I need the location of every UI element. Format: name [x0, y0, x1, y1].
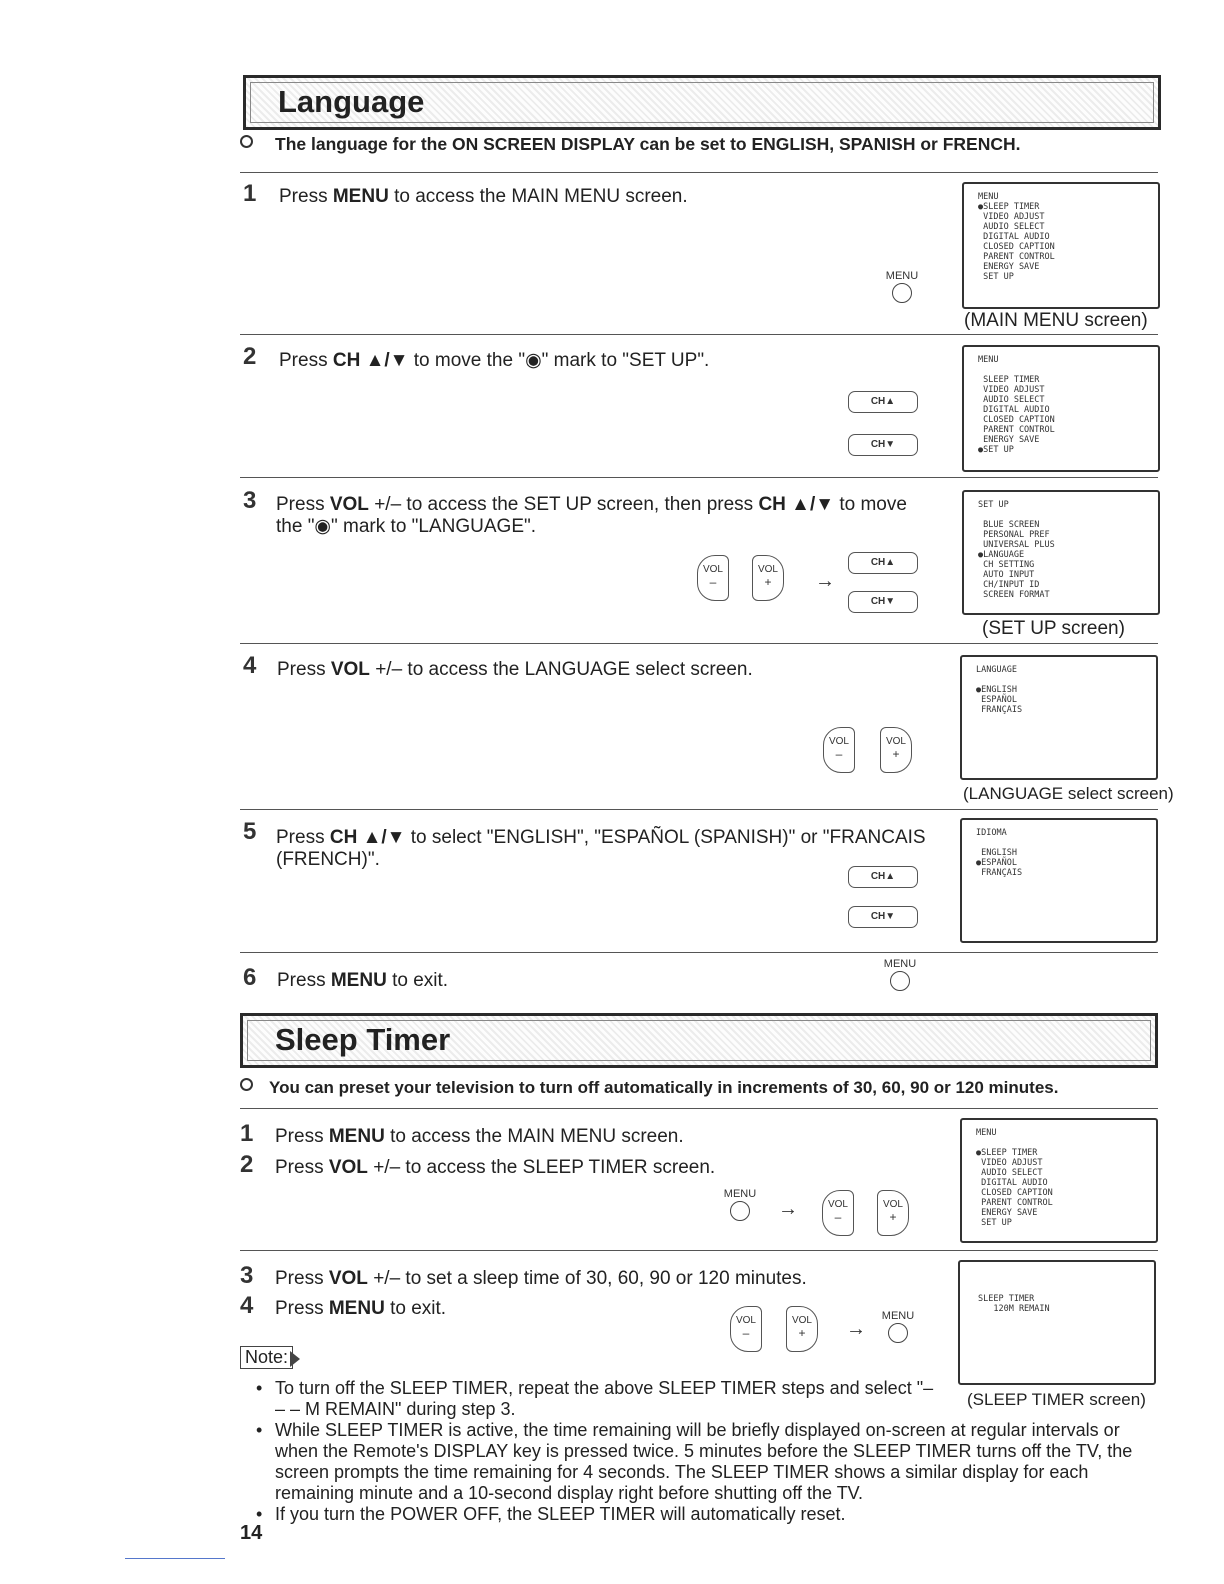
main-menu-screen [962, 182, 1160, 309]
bullet-circle-icon [240, 1078, 253, 1091]
plus-label: + [892, 747, 900, 761]
note-item: • To turn off the SLEEP TIMER, repeat the above SLEEP TIMER steps and select "– – – M REMAIN" during step 3. [256, 1378, 1160, 1420]
step-post: to exit. [386, 970, 449, 991]
step-number: 5 [243, 818, 257, 845]
ch-down-button: CH▼ [848, 434, 918, 456]
sleep-main-menu-screen [960, 1118, 1158, 1243]
screen-text: MENU ●SLEEP TIMER VIDEO ADJUST AUDIO SELECT DIGITAL AUDIO CLOSED CAPTION PARENT CONTROL ENERGY SAVE SET UP [978, 192, 1055, 282]
language-title: Language [278, 84, 425, 119]
arrow-right-icon: → [778, 1198, 798, 1220]
step-mid: +/– to access the SET UP screen, then press [368, 494, 759, 515]
divider [240, 1108, 1158, 1109]
ch-up-button: CH▲ [848, 391, 918, 413]
step-key: CH ▲/▼ [329, 827, 406, 848]
step-pre: Press [279, 350, 333, 371]
main-menu-setup-screen [962, 345, 1160, 472]
page-bottom-link-underline [125, 1558, 225, 1559]
sleep-intro [240, 1078, 1058, 1098]
step-post: to move the "◉" mark to "LANGUAGE". [276, 494, 907, 537]
step-text [277, 970, 677, 992]
step-pre: Press [276, 494, 330, 515]
screen-caption: (MAIN MENU screen) [964, 310, 1148, 331]
step-number: 3 [243, 487, 257, 514]
screen-text: SLEEP TIMER 120M REMAIN [978, 1294, 1050, 1314]
ch-down-button: CH▼ [848, 591, 918, 613]
step-number: 1 [243, 180, 257, 207]
step-text [275, 1268, 935, 1290]
step-number: 4 [240, 1292, 254, 1319]
step-number: 1 [240, 1120, 254, 1147]
step-key: CH ▲/▼ [758, 494, 835, 515]
menu-label: MENU [885, 270, 919, 282]
step-key: VOL [328, 1268, 368, 1289]
step-post: to move the "◉" mark to "SET UP". [408, 350, 710, 371]
step-text [276, 827, 936, 871]
step-post: +/– to access the LANGUAGE select screen. [369, 659, 753, 680]
minus-label: – [742, 1326, 750, 1340]
step-text [275, 1157, 935, 1179]
screen-caption: (SET UP screen) [982, 618, 1125, 639]
step-post: to access the MAIN MENU screen. [388, 186, 688, 207]
bullet-circle-icon [240, 135, 253, 148]
step-number: 6 [243, 964, 257, 991]
sleep-timer-header [240, 1013, 1158, 1068]
step-pre: Press [277, 659, 331, 680]
vol-label: VOL [828, 736, 849, 747]
vol-plus-button [877, 1190, 909, 1236]
step-post: +/– to set a sleep time of 30, 60, 90 or 120 minutes. [367, 1268, 807, 1289]
divider [240, 643, 1158, 644]
vol-plus-button [752, 555, 784, 601]
menu-label: MENU [881, 1310, 915, 1322]
step-key: MENU [328, 1126, 385, 1147]
screen-text: IDIOMA ENGLISH ●ESPAÑOL FRANÇAIS [976, 828, 1023, 878]
page-number: 14 [240, 1522, 263, 1544]
step-pre: Press [276, 827, 330, 848]
divider [240, 809, 1158, 810]
step-post: to access the MAIN MENU screen. [384, 1126, 684, 1147]
arrow-right-icon: → [815, 570, 835, 592]
sleep-timer-title: Sleep Timer [275, 1022, 451, 1057]
vol-label: VOL [702, 564, 723, 575]
step-pre: Press [279, 186, 333, 207]
vol-minus-button [730, 1306, 762, 1352]
screen-text: LANGUAGE ●ENGLISH ESPAÑOL FRANÇAIS [976, 665, 1023, 715]
ch-up-button: CH▲ [848, 552, 918, 574]
menu-circle-icon [730, 1201, 750, 1221]
minus-label: – [709, 575, 717, 589]
vol-label: VOL [757, 564, 778, 575]
vol-label: VOL [885, 736, 906, 747]
step-key: VOL [330, 659, 370, 680]
step-post: to exit. [384, 1298, 447, 1319]
divider [240, 334, 1158, 335]
language-intro [240, 134, 1021, 155]
setup-screen [962, 490, 1160, 615]
menu-label: MENU [883, 958, 917, 970]
notes-list [256, 1378, 1160, 1525]
ch-up-button: CH▲ [848, 866, 918, 888]
step-number: 2 [243, 343, 257, 370]
note-item: • While SLEEP TIMER is active, the time remaining will be briefly displayed on-screen at regular intervals or when the Remote's DISPLAY key is pressed twice. 5 minutes before the SLEEP TIMER turns off the TV, the screen prompts the time remaining for 4 seconds. The SLEEP TIMER shows a similar display for each remaining minute and a 10-second display right before shutting off the TV. [256, 1420, 1160, 1504]
step-key: VOL [329, 494, 369, 515]
vol-label: VOL [827, 1199, 848, 1210]
vol-label: VOL [791, 1315, 812, 1326]
step-pre: Press [275, 1157, 329, 1178]
screen-caption: (LANGUAGE select screen) [963, 784, 1174, 803]
minus-label: – [834, 1210, 842, 1224]
note-text: While SLEEP TIMER is active, the time remaining will be briefly displayed on-screen at regular intervals or when the Remote's DISPLAY key is pressed twice. 5 minutes before the SLEEP TIMER turns off the TV, the screen prompts the time remaining for 4 seconds. The SLEEP TIMER shows a similar display for each remaining minute and a 10-second display right before shutting off the TV. [275, 1420, 1133, 1503]
language-header [243, 75, 1161, 130]
vol-label: VOL [735, 1315, 756, 1326]
step-post: +/– to access the SLEEP TIMER screen. [367, 1157, 716, 1178]
arrow-right-icon: → [846, 1318, 866, 1340]
screen-caption: (SLEEP TIMER screen) [967, 1390, 1146, 1409]
vol-minus-button [697, 555, 729, 601]
menu-button [880, 958, 920, 991]
step-text [279, 186, 939, 208]
step-pre: Press [277, 970, 331, 991]
step-key: MENU [328, 1298, 385, 1319]
language-intro-text: The language for the ON SCREEN DISPLAY can be set to ENGLISH, SPANISH or FRENCH. [275, 134, 1021, 154]
sleep-timer-screen [958, 1260, 1156, 1385]
plus-label: + [764, 575, 772, 589]
vol-label: VOL [882, 1199, 903, 1210]
step-pre: Press [275, 1298, 329, 1319]
note-label: Note: [240, 1346, 293, 1369]
menu-circle-icon [892, 283, 912, 303]
minus-label: – [835, 747, 843, 761]
note-text: If you turn the POWER OFF, the SLEEP TIMER will automatically reset. [275, 1504, 846, 1524]
step-pre: Press [275, 1126, 329, 1147]
vol-plus-button [880, 727, 912, 773]
idioma-screen [960, 818, 1158, 943]
menu-button [878, 1310, 918, 1343]
vol-plus-button [786, 1306, 818, 1352]
ch-down-button: CH▼ [848, 906, 918, 928]
plus-label: + [889, 1210, 897, 1224]
step-text [275, 1126, 935, 1148]
step-key: MENU [330, 970, 387, 991]
step-key: VOL [328, 1157, 368, 1178]
step-number: 4 [243, 652, 257, 679]
vol-minus-button [823, 727, 855, 773]
note-text: To turn off the SLEEP TIMER, repeat the above SLEEP TIMER steps and select "– – – M REMAIN" during step 3. [275, 1378, 934, 1419]
divider [240, 952, 1158, 953]
screen-text: SET UP BLUE SCREEN PERSONAL PREF UNIVERSAL PLUS ●LANGUAGE CH SETTING AUTO INPUT CH/INPUT ID SCREEN FORMAT [978, 500, 1055, 600]
menu-button [882, 270, 922, 303]
menu-button [720, 1188, 760, 1221]
screen-text: MENU ●SLEEP TIMER VIDEO ADJUST AUDIO SELECT DIGITAL AUDIO CLOSED CAPTION PARENT CONTROL ENERGY SAVE SET UP [976, 1128, 1053, 1228]
language-select-screen [960, 655, 1158, 780]
plus-label: + [798, 1326, 806, 1340]
screen-text: MENU SLEEP TIMER VIDEO ADJUST AUDIO SELECT DIGITAL AUDIO CLOSED CAPTION PARENT CONTROL ENERGY SAVE ●SET UP [978, 355, 1055, 455]
step-key: CH ▲/▼ [332, 350, 409, 371]
step-text [277, 659, 937, 681]
menu-circle-icon [890, 971, 910, 991]
note-item: • If you turn the POWER OFF, the SLEEP TIMER will automatically reset. [256, 1504, 1160, 1525]
divider [240, 477, 1158, 478]
divider [240, 1250, 1158, 1251]
sleep-intro-text: You can preset your television to turn off automatically in increments of 30, 60, 90 or 120 minutes. [269, 1078, 1059, 1097]
step-text [279, 350, 939, 372]
menu-circle-icon [888, 1323, 908, 1343]
step-key: MENU [332, 186, 389, 207]
step-text [275, 1298, 675, 1320]
vol-minus-button [822, 1190, 854, 1236]
step-text [276, 494, 926, 538]
step-pre: Press [275, 1268, 329, 1289]
menu-label: MENU [723, 1188, 757, 1200]
divider [240, 172, 1158, 173]
step-number: 2 [240, 1151, 254, 1178]
step-post: to select "ENGLISH", "ESPAÑOL (SPANISH)" or "FRANCAIS (FRENCH)". [276, 827, 926, 870]
step-number: 3 [240, 1262, 254, 1289]
